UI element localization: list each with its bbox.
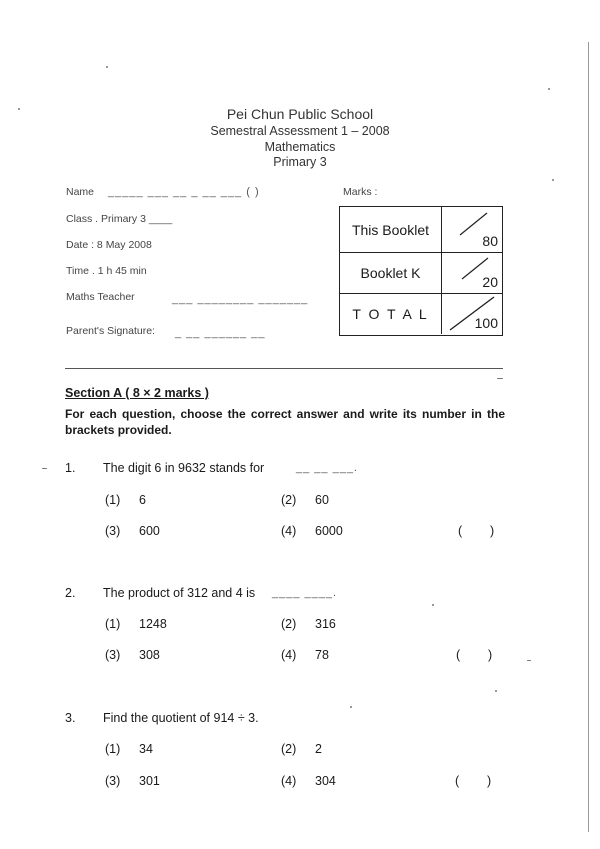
- section-instructions: For each question, choose the correct answer and write its number in the brackets provided.: [65, 407, 505, 437]
- school-name: Pei Chun Public School: [226, 106, 374, 122]
- class-label: Class . Primary 3 ____: [66, 213, 173, 225]
- option-number: (4): [281, 648, 297, 662]
- marks-row-label: This Booklet: [340, 207, 442, 252]
- scan-speck: [106, 66, 108, 68]
- option-value: 60: [315, 493, 329, 507]
- option-number: (1): [105, 742, 121, 756]
- option-value: 600: [139, 524, 160, 538]
- assessment-title: Semestral Assessment 1 – 2008: [210, 124, 390, 138]
- marks-row-this-booklet: [340, 207, 502, 253]
- signature-field[interactable]: _ __ ______ __: [175, 327, 266, 339]
- marks-row-booklet-k: [340, 253, 502, 294]
- marks-label: Marks :: [343, 186, 378, 198]
- option-number: (2): [281, 742, 297, 756]
- option-number: (4): [281, 524, 297, 538]
- marks-row-max: 80: [482, 233, 498, 249]
- question-number: 1.: [65, 461, 76, 475]
- question-number: 3.: [65, 711, 76, 725]
- option-number: (2): [281, 617, 297, 631]
- option-value: 6000: [315, 524, 343, 538]
- scan-speck: [495, 690, 497, 692]
- option-value: 1248: [139, 617, 167, 631]
- answer-bracket[interactable]: ( ): [455, 774, 492, 788]
- option-number: (3): [105, 774, 121, 788]
- date-label: Date : 8 May 2008: [66, 239, 152, 251]
- question-text: The product of 312 and 4 is: [103, 586, 256, 600]
- option-value: 308: [139, 648, 160, 662]
- question-text: The digit 6 in 9632 stands for: [103, 461, 265, 475]
- scan-speck: [18, 108, 20, 110]
- option-value: 34: [139, 742, 153, 756]
- question-number: 2.: [65, 586, 76, 600]
- marks-row-total: [340, 294, 502, 334]
- divider: [65, 368, 503, 369]
- marks-row-max: 20: [482, 274, 498, 290]
- option-number: (3): [105, 648, 121, 662]
- scan-speck: [497, 378, 503, 379]
- time-label: Time . 1 h 45 min: [66, 265, 147, 277]
- option-number: (1): [105, 493, 121, 507]
- option-value: 78: [315, 648, 329, 662]
- subject-title: Mathematics: [264, 140, 336, 154]
- marks-row-label: T O T A L: [340, 294, 442, 334]
- option-value: 301: [139, 774, 160, 788]
- option-number: (4): [281, 774, 297, 788]
- scan-speck: [527, 660, 531, 661]
- marks-table: [339, 206, 503, 336]
- marks-row-max: 100: [474, 315, 498, 331]
- option-value: 2: [315, 742, 322, 756]
- option-value: 6: [139, 493, 146, 507]
- marks-row-label: Booklet K: [340, 253, 442, 293]
- signature-label: Parent's Signature:: [66, 325, 155, 337]
- scan-speck: [432, 604, 434, 606]
- teacher-field[interactable]: ___ ________ _______: [172, 293, 309, 305]
- option-value: 316: [315, 617, 336, 631]
- answer-bracket[interactable]: ( ): [458, 524, 495, 538]
- answer-bracket[interactable]: ( ): [456, 648, 493, 662]
- name-label: Name: [66, 186, 95, 198]
- option-value: 304: [315, 774, 336, 788]
- section-title: Section A ( 8 × 2 marks ): [65, 386, 209, 400]
- scan-speck: [552, 179, 554, 181]
- scan-speck: [42, 468, 47, 469]
- scan-speck: [350, 706, 352, 708]
- name-field[interactable]: _____ ___ __ _ __ ___ ( ): [108, 186, 260, 198]
- option-number: (3): [105, 524, 121, 538]
- question-text: Find the quotient of 914 ÷ 3.: [103, 711, 259, 725]
- answer-blank: ____ ____.: [272, 587, 338, 599]
- teacher-label: Maths Teacher: [66, 291, 135, 303]
- level-title: Primary 3: [273, 155, 327, 169]
- scan-speck: [548, 88, 550, 90]
- answer-blank: __ __ ___.: [296, 462, 358, 474]
- option-number: (1): [105, 617, 121, 631]
- option-number: (2): [281, 493, 297, 507]
- scan-edge-line: [588, 42, 589, 832]
